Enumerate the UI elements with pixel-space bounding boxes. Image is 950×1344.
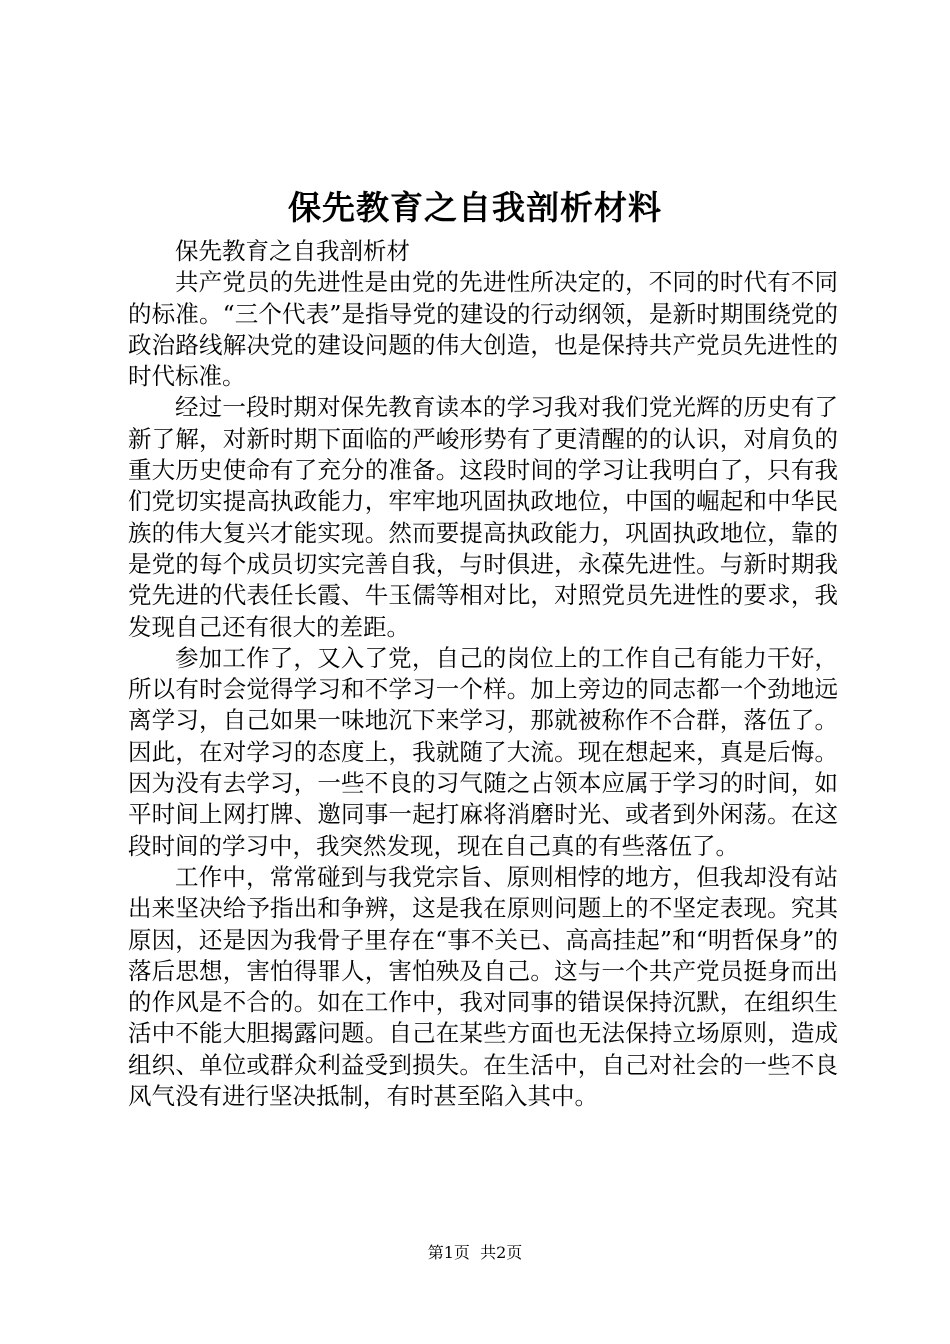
page-footer [0, 1240, 950, 1266]
page-total: 共2页 [480, 1243, 523, 1262]
footer-separator [470, 1243, 480, 1262]
paragraph-subtitle: 保先教育之自我剖析材 [175, 237, 410, 265]
document-title: 保先教育之自我剖析材料 [288, 188, 662, 227]
paragraph-3: 参加工作了，又入了党，自己的岗位上的工作自己有能力干好，所以有时会觉得学习和不学习一个样。加上旁边的同志都一个劲地远离学习，自己如果一味地沉下来学习，那就被称作不合群，落伍了。因此，在对学习的态度上，我就随了大流。现在想起来，真是后悔。因为没有去学习，一些不良的习气随之占领本应属于学习的时间，如平时间上网打牌、邀同事一起打麻将消磨时光、或者到外闲荡。在这段时间的学习中，我突然发现，现在自己真的有些落伍了。 [128, 643, 838, 860]
paragraph-2: 经过一段时期对保先教育读本的学习我对我们党光辉的历史有了新了解，对新时期下面临的严峻形势有了更清醒的的认识，对肩负的重大历史使命有了充分的准备。这段时间的学习让我明白了，只有我们党切实提高执政能力，牢牢地巩固执政地位，中国的崛起和中华民族的伟大复兴才能实现。然而要提高执政能力，巩固执政地位，靠的是党的每个成员切实完善自我，与时俱进，永葆先进性。与新时期我党先进的代表任长霞、牛玉儒等相对比，对照党员先进性的要求，我发现自己还有很大的差距。 [128, 393, 838, 641]
paragraph-4: 工作中，常常碰到与我党宗旨、原则相悖的地方，但我却没有站出来坚决给予指出和争辨，这是我在原则问题上的不坚定表现。究其原因，还是因为我骨子里存在“事不关已、高高挂起”和“明哲保身”的落后思想，害怕得罪人，害怕殃及自己。这与一个共产党员挺身而出的作风是不合的。如在工作中，我对同事的错误保持沉默，在组织生活中不能大胆揭露问题。自己在某些方面也无法保持立场原则，造成组织、单位或群众利益受到损失。在生活中，自己对社会的一些不良风气没有进行坚决抵制，有时甚至陷入其中。 [128, 862, 838, 1111]
paragraph-1: 共产党员的先进性是由党的先进性所决定的，不同的时代有不同的标准。“三个代表”是指导党的建设的行动纲领，是新时期围绕党的政治路线解决党的建设问题的伟大创造，也是保持共产党员先进性的时代标准。 [128, 268, 838, 391]
page-number: 第1页 [427, 1243, 470, 1262]
document-body [128, 236, 838, 1112]
